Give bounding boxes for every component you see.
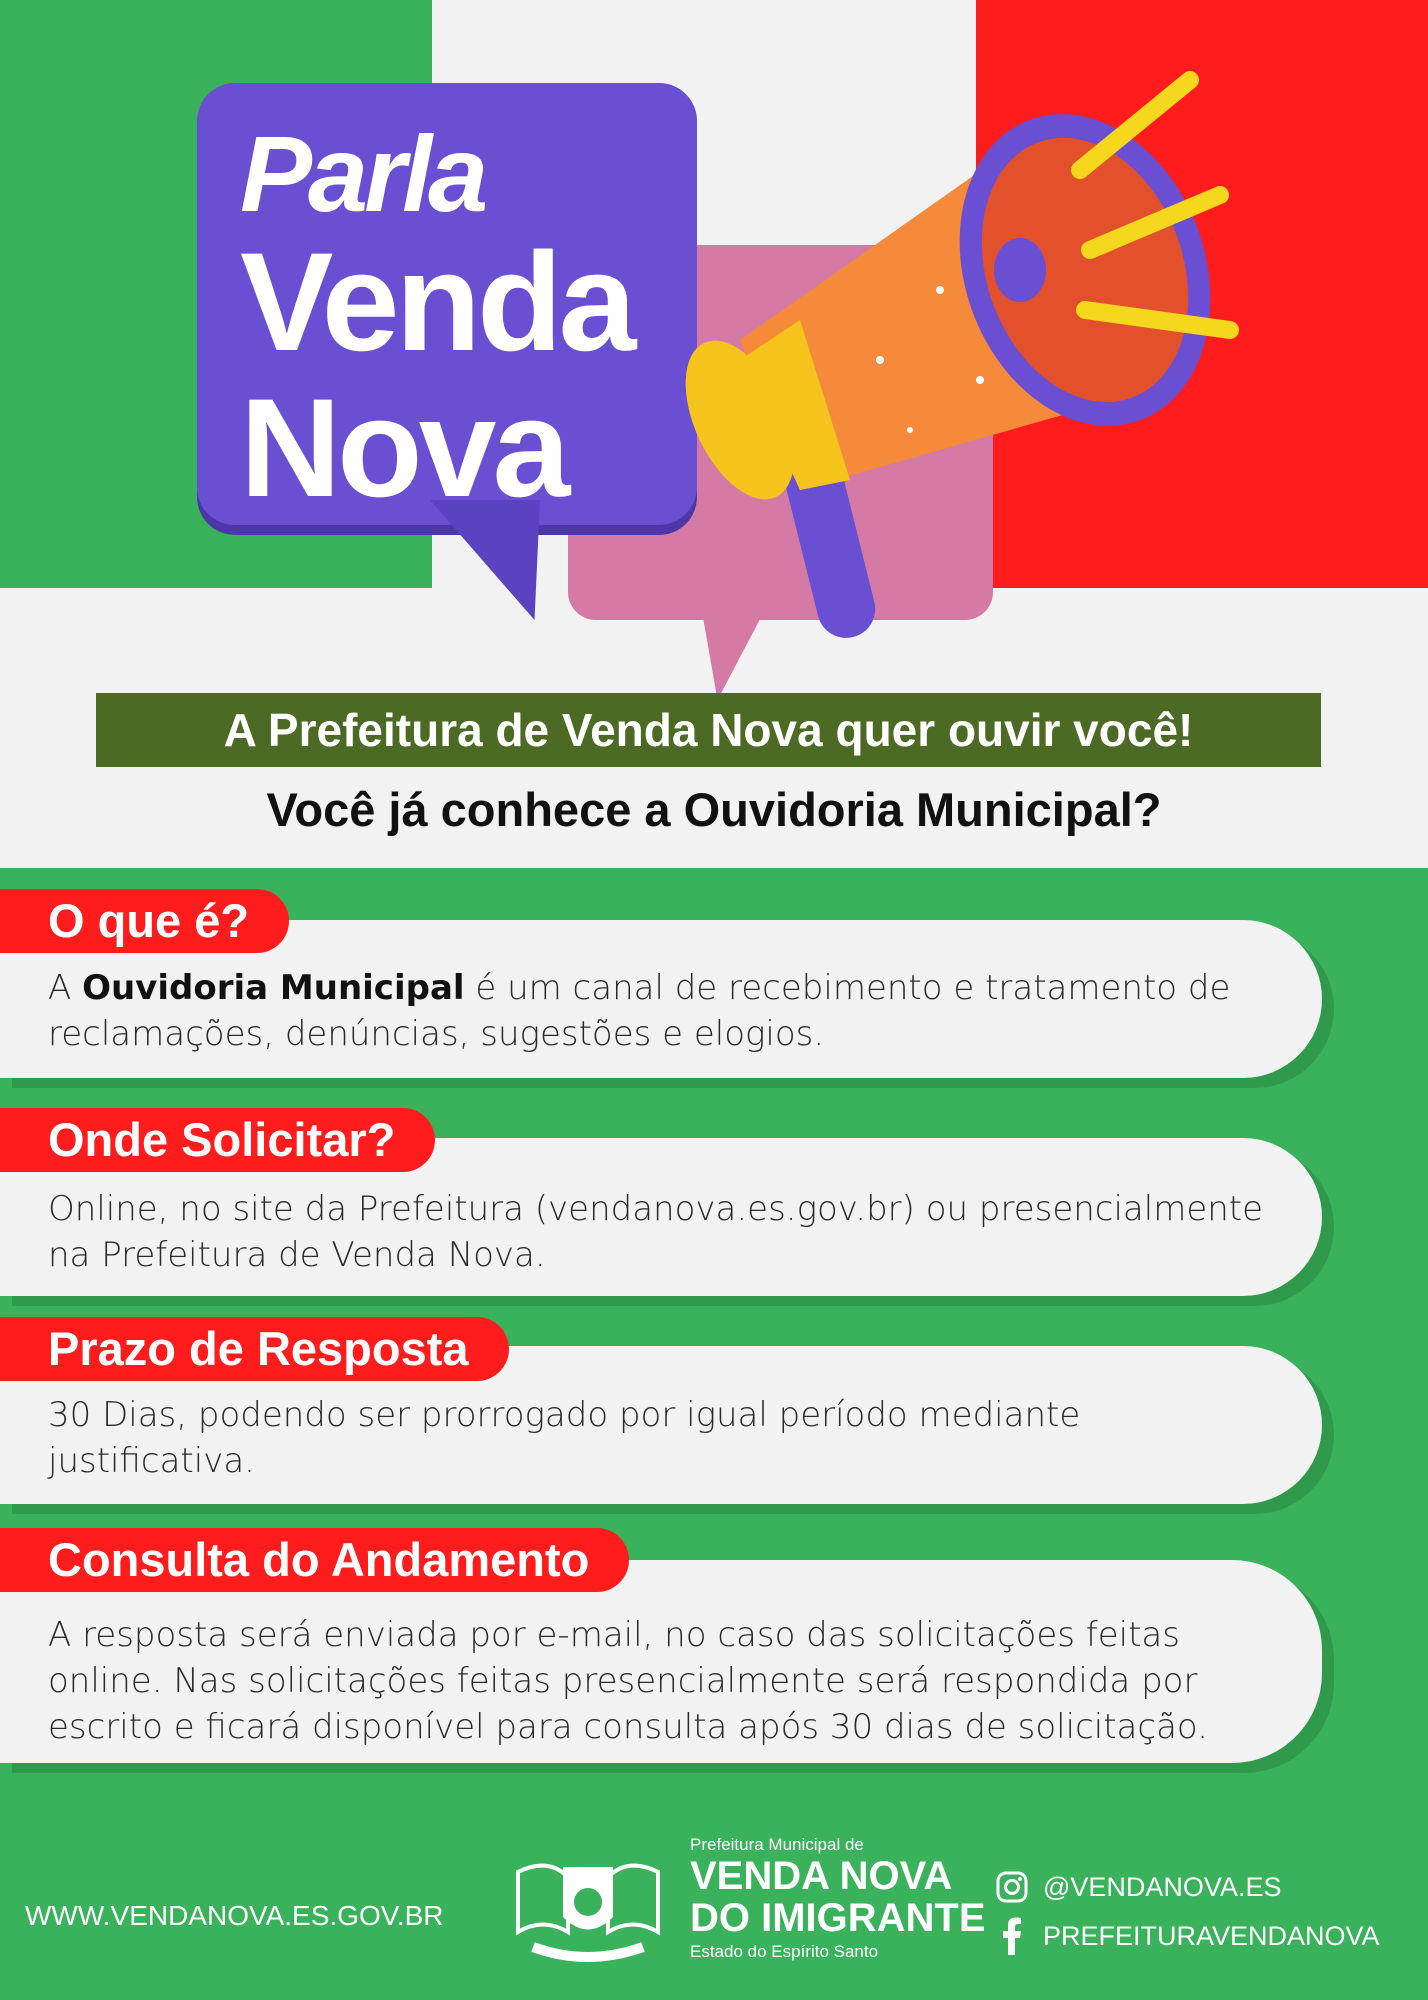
section-title-where: Onde Solicitar? [0,1108,435,1172]
section-title-deadline: Prazo de Resposta [0,1317,509,1381]
instagram-icon [993,1868,1031,1906]
facebook-handle: PREFEITURAVENDANOVA [1043,1920,1380,1951]
text-suffix: é um canal de recebimento e tratamento de reclamações, denúncias, sugestões e elogios. [48,968,1231,1054]
info-card-text [48,965,1292,1057]
text-prefix: A [48,968,83,1008]
municipal-crest-icon [508,1832,668,1962]
logo-line-1: Parla [240,113,485,234]
website-link[interactable]: WWW.VENDANOVA.ES.GOV.BR [25,1900,444,1931]
state-label: Estado do Espírito Santo [690,1942,879,1961]
prefeitura-label: Prefeitura Municipal de [690,1835,864,1854]
instagram-link[interactable] [993,1868,1281,1906]
headline-banner: A Prefeitura de Venda Nova quer ouvir você! [96,693,1321,767]
logo-line-2: Venda [240,223,633,380]
info-card-text: A resposta será enviada por e-mail, no caso das solicitações feitas online. Nas solicitações feitas presencialmente será respondida por escrito e ficará disponível para consulta após 30 dias de solicitação. [48,1615,1208,1747]
facebook-icon [993,1917,1031,1955]
facebook-link[interactable] [993,1917,1380,1955]
text-bold: Ouvidoria Municipal [82,968,465,1008]
parla-venda-nova-logo [240,113,633,526]
section-title-tracking: Consulta do Andamento [0,1528,629,1592]
info-card-text: Online, no site da Prefeitura (vendanova.es.gov.br) ou presencialmente na Prefeitura de Venda Nova. [48,1189,1264,1275]
municipality-name-line-1: VENDA NOVA [690,1854,953,1898]
instagram-handle: @VENDANOVA.ES [1043,1871,1282,1902]
logo-line-3: Nova [240,369,567,526]
section-title-what-is: O que é? [0,889,289,953]
hero-area [0,0,1428,868]
municipality-name [690,1855,986,1939]
municipality-name-line-2: DO IMIGRANTE [690,1896,986,1940]
megaphone-icon [680,60,1260,640]
info-card-text: 30 Dias, podendo ser prorrogado por igual período mediante justificativa. [48,1395,1081,1481]
subheadline: Você já conhece a Ouvidoria Municipal? [266,783,1162,836]
